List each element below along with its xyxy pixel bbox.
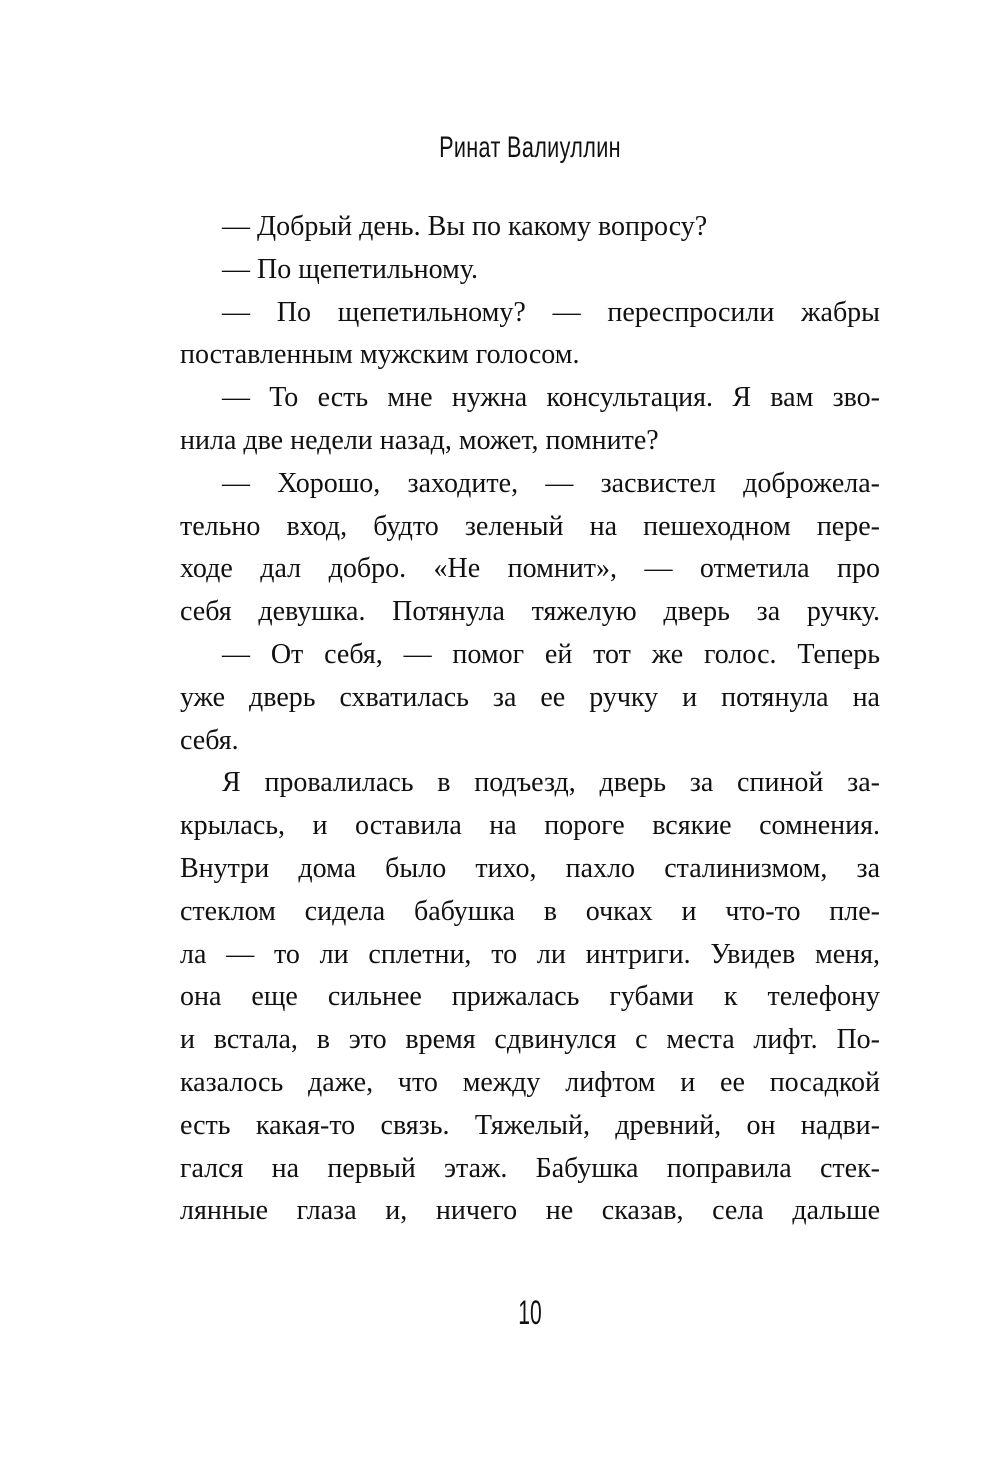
text-line: нила две недели назад, может, помните? (180, 424, 659, 456)
author-header: Ринат Валиуллин (439, 131, 621, 164)
text-line: гался на первый этаж. Бабушка поправила стек- (180, 1152, 880, 1184)
text-line: себя. (180, 724, 239, 756)
text-line: ходе дал добро. «Не помнит», — отметила про (180, 553, 880, 585)
text-line: — От себя, — помог ей тот же голос. Теперь (222, 638, 880, 670)
page-number: 10 (518, 1294, 542, 1332)
body-text (180, 206, 880, 1233)
text-line: — По щепетильному. (222, 253, 478, 285)
text-line: Внутри дома было тихо, пахло сталинизмом, за (180, 852, 880, 884)
text-line: стеклом сидела бабушка в очках и что-то пле- (180, 895, 880, 927)
text-line: казалось даже, что между лифтом и ее посадкой (180, 1066, 880, 1098)
text-line: есть какая-то связь. Тяжелый, древний, он надви- (180, 1109, 880, 1141)
text-line: уже дверь схватилась за ее ручку и потянула на (180, 681, 880, 713)
text-line: поставленным мужским голосом. (180, 339, 580, 371)
text-line: Я провалилась в подъезд, дверь за спиной за- (222, 767, 880, 799)
text-line: — По щепетильному? — переспросили жабры (222, 296, 880, 328)
text-line: крылась, и оставила на пороге всякие сомнения. (180, 810, 880, 842)
text-line: лянные глаза и, ничего не сказав, села дальше (180, 1195, 880, 1227)
text-line: — Добрый день. Вы по какому вопросу? (222, 211, 708, 242)
text-line: себя девушка. Потянула тяжелую дверь за ручку. (180, 596, 880, 628)
text-line: она еще сильнее прижалась губами к телефону (180, 981, 880, 1013)
text-line: и встала, в это время сдвинулся с места лифт. По- (180, 1024, 880, 1056)
text-line: ла — то ли сплетни, то ли интриги. Увидев меня, (180, 938, 880, 970)
text-line: — То есть мне нужна консультация. Я вам зво- (222, 382, 880, 414)
text-line: тельно вход, будто зеленый на пешеходном пере- (180, 510, 880, 542)
text-line: — Хорошо, заходите, — засвистел доброжела- (222, 467, 880, 499)
